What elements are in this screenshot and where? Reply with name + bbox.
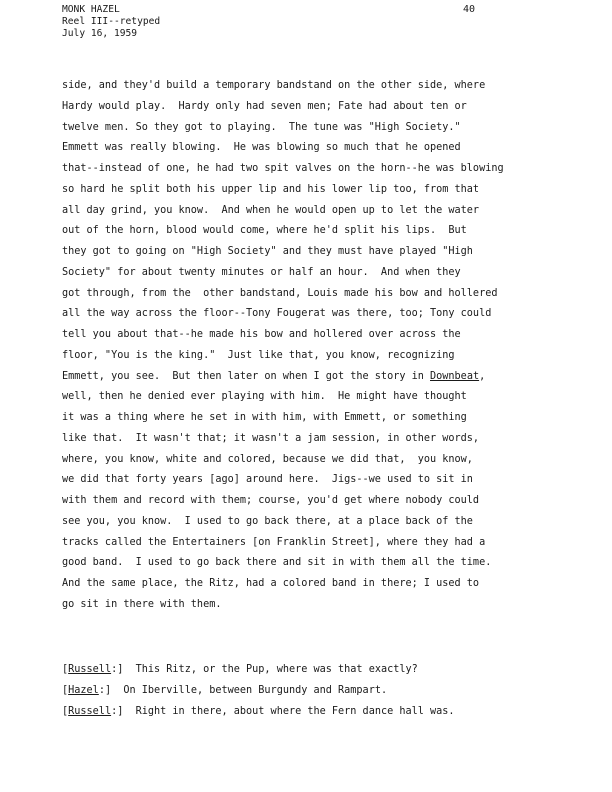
body-line-text: Emmett, you see. But then later on when I got the story in [62,370,431,382]
interviewee-name: MONK HAZEL [62,4,120,15]
body-line: we did that forty years [ago] around here. Jigs--we used to sit in [62,474,473,486]
body-line: Society" for about twenty minutes or half an hour. And when they [62,266,461,278]
speaker-name: Russell [68,706,112,717]
body-line: Emmett was really blowing. He was blowing so much that he opened [62,142,461,154]
page-number: 40 [463,4,476,15]
dialogue-section [62,659,592,722]
dialogue-line: [Russell:] Right in there, about where the Fern dance hall was. [62,706,455,717]
body-line: all day grind, you know. And when he would open up to let the water [62,204,480,216]
body-line: well, then he denied ever playing with him. He might have thought [62,391,467,403]
body-line: like that. It wasn't that; it wasn't a jam session, in other words, [62,432,480,444]
body-line-with-title [62,367,592,388]
body-line: go sit in there with them. [62,598,222,610]
body-line: they got to going on "High Society" and they must have played "High [62,246,473,257]
body-line: so hard he split both his upper lip and his lower lip too, from that [62,183,480,195]
reel-info: Reel III--retyped [62,16,161,28]
body-line: see you, you know. I used to go back there, at a place back of the [62,515,473,527]
dialogue-text: On Iberville, between Burgundy and Rampart. [123,685,388,696]
body-line: got through, from the other bandstand, Louis made his bow and hollered [62,287,498,299]
dialogue-line: [Hazel:] On Iberville, between Burgundy and Rampart. [62,685,388,696]
body-line: that--instead of one, he had two spit valves on the horn--he was blowing [62,163,504,174]
dialogue-text: This Ritz, or the Pup, where was that exactly? [135,664,418,675]
body-line: tracks called the Entertainers [on Franklin Street], where they had a [62,536,486,548]
body-line: Hardy would play. Hardy only had seven men; Fate had about ten or [62,100,467,112]
publication-title: Downbeat [430,370,480,382]
speaker-name: Hazel [68,685,99,696]
body-line: good band. I used to go back there and sit in with them all the time. [62,557,492,569]
dialogue-text: Right in there, about where the Fern dance hall was. [135,706,455,717]
body-line: out of the horn, blood would come, where he'd split his lips. But [62,225,467,237]
body-line: with them and record with them; course, you'd get where nobody could [62,495,480,506]
body-line: twelve men. So they got to playing. The tune was "High Society." [62,121,461,133]
body-line: tell you about that--he made his bow and hollered over across the [62,329,461,340]
transcript-body [62,76,592,616]
dialogue-line: [Russell:] This Ritz, or the Pup, where was that exactly? [62,664,418,675]
body-line: it was a thing where he set in with him, with Emmett, or something [62,412,467,423]
interview-date: July 16, 1959 [62,28,138,40]
document-header [62,4,160,41]
body-line: where, you know, white and colored, because we did that, you know, [62,453,473,465]
body-line: side, and they'd build a temporary bandstand on the other side, where [62,80,486,91]
speaker-name: Russell [68,664,112,675]
body-line: floor, "You is the king." Just like that, you know, recognizing [62,349,455,361]
punctuation: , [479,370,486,382]
body-line: all the way across the floor--Tony Fougerat was there, too; Tony could [62,308,492,320]
body-line: And the same place, the Ritz, had a colored band in there; I used to [62,578,480,589]
